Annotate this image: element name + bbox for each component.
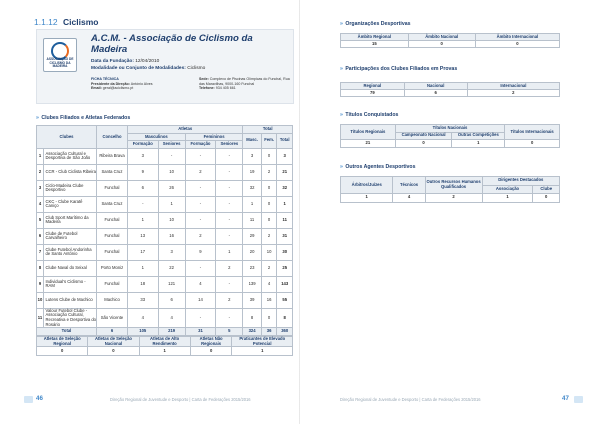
athletes-section-title [36, 115, 130, 121]
table-cell: 2 [216, 292, 243, 308]
municipality-cell: Ribeira Brava [97, 148, 128, 164]
table-cell: - [216, 212, 243, 228]
table-cell: 3 [128, 148, 159, 164]
col-clubes: Clubes [37, 126, 97, 149]
email-label: Email: [91, 86, 102, 91]
table-cell: 10 [261, 244, 277, 260]
titles-table [340, 124, 560, 148]
table-cell: 32 [243, 180, 261, 196]
table-cell: 20 [243, 244, 261, 260]
section-number: 1.1.12 [34, 17, 58, 27]
agents-value: 1 [341, 194, 393, 203]
titles-championship-header: Campeonato Nacional [395, 132, 452, 140]
table-cell: 14 [185, 292, 216, 308]
table-row [37, 276, 293, 292]
chevron-right-icon: » [36, 115, 39, 121]
athletes-section-label: Clubes Filiados e Atletas Federados [41, 115, 131, 121]
section-title [34, 17, 98, 27]
table-cell: 55 [277, 292, 293, 308]
row-number: 6 [37, 228, 44, 244]
founded-date: 12/04/2010 [135, 59, 160, 64]
summary-value: 1 [232, 347, 293, 356]
page-number: 46 [36, 395, 43, 402]
summary-value: 0 [37, 347, 88, 356]
club-name-cell: Lutens Clube de Machico [44, 292, 97, 308]
table-cell: - [185, 308, 216, 327]
summary-header: Atletas de Seleção Regional [37, 337, 88, 347]
org-value: 0 [475, 41, 559, 48]
table-cell: 4 [158, 308, 185, 327]
table-cell: 2 [185, 164, 216, 180]
sports-organizations-table [340, 33, 560, 48]
municipality-cell: Funchal [97, 276, 128, 292]
agents-value: 0 [533, 194, 560, 203]
table-cell: 17 [128, 244, 159, 260]
org-header: Âmbito Nacional [408, 34, 475, 41]
seat-label: Sede: [199, 77, 209, 81]
col-concelho: Concelho [97, 126, 128, 149]
municipality-cell: Funchal [97, 244, 128, 260]
table-cell: 2 [261, 228, 277, 244]
participation-header: Regional [341, 83, 405, 90]
table-cell: 143 [277, 276, 293, 292]
table-cell: 31 [277, 228, 293, 244]
agents-directors-header: Dirigentes Destacados [482, 177, 559, 186]
table-cell: - [216, 228, 243, 244]
col-femininos: Femininos [185, 133, 243, 141]
club-name-cell: Valour Futebol Clube - Associação Cultural, Recreativa e Desportiva do Rosário [45, 307, 97, 327]
agents-other-header: Outros Recursos Humanos Qualificados [425, 177, 482, 194]
municipality-cell: Funchal [97, 228, 128, 244]
summary-value: 0 [190, 347, 232, 356]
sports-agents-table [340, 176, 560, 203]
modality-label: Modalidade ou Conjunto de Modalidades: [91, 65, 186, 71]
table-row [37, 196, 293, 212]
chevron-right-icon: » [340, 66, 343, 72]
agents-coaches-header: Técnicos [393, 177, 425, 194]
municipality-cell: Machico [97, 292, 128, 308]
table-cell: 2 [185, 228, 216, 244]
municipality-cell: Porto Moniz [97, 260, 128, 276]
table-cell: 8 [243, 308, 261, 327]
table-cell: 26 [158, 180, 185, 196]
titles-section-title [340, 112, 398, 118]
org-section-title [340, 21, 411, 27]
table-cell: 4 [185, 276, 216, 292]
table-row [37, 180, 293, 196]
footer-note: Direção Regional de Juventude e Desporto | Carta de Federações 2015/2016 [340, 396, 481, 402]
table-cell: 121 [158, 276, 185, 292]
row-number: 2 [37, 164, 44, 180]
table-cell: 4 [128, 308, 159, 327]
titles-regional-header: Títulos Regionais [341, 125, 396, 140]
table-cell: - [216, 276, 243, 292]
seat-value: Complexo de Piscinas Olímpicas do Funchal, Rua das Maravilhas, 9000-160 Funchal [199, 77, 290, 86]
chevron-right-icon: » [340, 164, 343, 170]
municipality-cell: Santa Cruz [97, 196, 128, 212]
titles-value: 0 [505, 140, 560, 148]
page-number: 47 [562, 395, 569, 402]
club-logo [43, 38, 77, 72]
total-cell: 31 [185, 328, 216, 336]
technical-sheet-heading: FICHA TÉCNICA [91, 77, 119, 81]
page-marker-icon [24, 396, 33, 403]
table-cell: 11 [277, 212, 293, 228]
agents-club-header: Clube [533, 185, 560, 194]
table-cell: 1 [216, 244, 243, 260]
table-cell: 33 [128, 292, 159, 308]
row-number: 8 [37, 260, 44, 276]
table-cell: 0 [261, 212, 277, 228]
org-header: Âmbito Internacional [475, 34, 559, 41]
municipality-cell: Santa Cruz [97, 164, 128, 180]
phone-value: 934 405 661 [215, 86, 236, 91]
participation-value: 6 [404, 90, 467, 97]
table-cell: 30 [277, 244, 293, 260]
table-cell: 3 [158, 244, 185, 260]
athletes-table [36, 125, 293, 336]
table-cell: 8 [277, 308, 293, 327]
table-cell: 6 [128, 180, 159, 196]
row-number: 5 [37, 212, 44, 228]
table-cell: 139 [243, 276, 261, 292]
summary-value: 0 [88, 347, 139, 356]
col-f-formacao: Formação [185, 141, 216, 149]
table-row [37, 308, 293, 327]
total-cell: 36 [261, 328, 277, 336]
row-number: 4 [37, 196, 44, 212]
titles-other-header: Outras Competições [452, 132, 505, 140]
table-cell: 23 [243, 260, 261, 276]
section-name: Ciclismo [63, 17, 99, 27]
table-cell: 10 [158, 212, 185, 228]
participation-header: Nacional [404, 83, 467, 90]
total-cell: 219 [158, 328, 185, 336]
table-cell: - [185, 260, 216, 276]
table-cell: 32 [277, 180, 293, 196]
agents-association-header: Associação [482, 185, 533, 194]
table-cell: - [216, 148, 243, 164]
table-cell: 19 [243, 164, 261, 180]
table-cell: 22 [158, 260, 185, 276]
agents-value: 2 [425, 194, 482, 203]
row-number: 7 [37, 244, 44, 260]
col-f-seniores: Seniores [216, 141, 243, 149]
club-name-cell: Club Sport Marítimo da Madeira [44, 212, 97, 228]
table-cell: 6 [158, 292, 185, 308]
phone-label: Telefone: [199, 86, 215, 91]
table-cell: 9 [128, 164, 159, 180]
footer-note: Direção Regional de Juventude e Desporto | Carta de Federações 2015/2016 [110, 396, 251, 402]
table-cell: 16 [158, 228, 185, 244]
table-cell: - [216, 180, 243, 196]
titles-national-header: Títulos Nacionais [395, 125, 505, 133]
table-cell: - [185, 196, 216, 212]
club-name-cell: Individual's Ciclismo - RAM [44, 276, 97, 292]
club-name-cell: Clube Naval do Seixal [44, 260, 97, 276]
table-cell: 1 [158, 196, 185, 212]
municipality-cell: São Vicente [97, 308, 128, 327]
athletes-body [37, 148, 293, 327]
elite-athletes-table [36, 336, 293, 356]
table-cell: - [185, 212, 216, 228]
row-number: 1 [37, 148, 44, 164]
participation-header: Internacional [467, 83, 559, 90]
row-number: 3 [37, 180, 44, 196]
club-name: A.C.M. - Associação de Ciclismo da Madeira [91, 33, 253, 55]
club-name-cell: Ciclo-Madeira Clube Desportivo [44, 180, 97, 196]
club-name-cell: Clube Futebol Andorinha de Santo António [44, 244, 97, 260]
agents-value: 1 [482, 194, 533, 203]
table-row [37, 164, 293, 180]
agents-section-label: Outros Agentes Desportivos [345, 164, 416, 170]
table-cell: 10 [158, 164, 185, 180]
chevron-right-icon: » [340, 112, 343, 118]
total-cell: 360 [277, 328, 293, 336]
table-cell: - [185, 148, 216, 164]
col-m-seniores: Seniores [158, 141, 185, 149]
table-cell: 3 [243, 148, 261, 164]
table-cell: - [158, 148, 185, 164]
col-total-short: Total [277, 133, 293, 148]
table-cell: 25 [277, 260, 293, 276]
col-masc: Masc. [243, 133, 261, 148]
table-row [37, 148, 293, 164]
table-row [37, 244, 293, 260]
left-footer [0, 395, 300, 411]
table-cell: 0 [261, 180, 277, 196]
table-cell: 39 [243, 292, 261, 308]
table-cell: 2 [216, 260, 243, 276]
org-value: 0 [408, 41, 475, 48]
table-cell: 3 [277, 148, 293, 164]
total-cell: 5 [216, 328, 243, 336]
table-cell: 0 [261, 308, 277, 327]
president-label: Presidente da Direção: [91, 81, 130, 86]
table-cell: 9 [185, 244, 216, 260]
table-cell: - [216, 164, 243, 180]
titles-value: 0 [395, 140, 452, 148]
summary-value: 1 [139, 347, 190, 356]
table-cell: 1 [128, 212, 159, 228]
municipality-cell: Funchal [97, 180, 128, 196]
right-page [300, 0, 600, 424]
total-label: Total [37, 328, 97, 336]
club-card [36, 29, 294, 104]
club-name-cell: CKC - Clube Karatê Caniço [44, 196, 97, 212]
table-cell: 16 [261, 292, 277, 308]
summary-header: Atletas Não Regionais [190, 337, 232, 347]
club-logo-text: ASSOCIAÇÃO DE CICLISMO DA MADEIRA [46, 57, 74, 69]
table-row [37, 228, 293, 244]
table-cell: - [185, 180, 216, 196]
total-clubs: 6 [97, 328, 128, 336]
org-value: 15 [341, 41, 409, 48]
table-cell: 1 [128, 260, 159, 276]
titles-international-header: Títulos Internacionais [505, 125, 560, 140]
participation-table [340, 82, 560, 97]
table-cell: - [128, 196, 159, 212]
club-name-cell: Clube de Futebol Carvalheiro [44, 228, 97, 244]
modality-value: Ciclismo [187, 65, 206, 71]
table-row [37, 212, 293, 228]
table-cell: 1 [243, 196, 261, 212]
table-row [37, 292, 293, 308]
titles-value: 1 [452, 140, 505, 148]
col-masculinos: Masculinos [128, 133, 186, 141]
summary-header: Atletas de Seleção Nacional [88, 337, 139, 347]
founded-label: Data da Fundação: [91, 59, 134, 64]
agents-value: 4 [393, 194, 425, 203]
titles-value: 21 [341, 140, 396, 148]
participation-section-label: Participações dos Clubes Filiados em Provas [345, 66, 458, 72]
table-cell: - [216, 308, 243, 327]
titles-section-label: Títulos Conquistados [345, 112, 399, 118]
table-cell: 0 [261, 148, 277, 164]
athletes-total-row [37, 328, 293, 336]
row-number: 11 [37, 308, 44, 327]
row-number: 10 [37, 292, 44, 308]
table-cell: 2 [261, 260, 277, 276]
club-name-cell: CCR - Club Ciclista Ribeira [44, 164, 97, 180]
table-cell: 11 [243, 212, 261, 228]
participation-section-title [340, 66, 457, 72]
club-name-cell: Associação Cultural e Desportiva de São João [44, 148, 97, 164]
summary-header: Atletas de Alto Rendimento [139, 337, 190, 347]
org-section-label: Organizações Desportivas [345, 21, 411, 27]
table-cell: 1 [277, 196, 293, 212]
chevron-right-icon: » [340, 21, 343, 27]
table-cell: 4 [261, 276, 277, 292]
right-footer [300, 395, 600, 411]
table-cell: 21 [277, 164, 293, 180]
total-cell: 105 [128, 328, 159, 336]
email-value[interactable]: geral@aciclismo.pt [102, 86, 134, 91]
table-cell: 0 [261, 196, 277, 212]
row-number: 9 [37, 276, 44, 292]
table-row [37, 260, 293, 276]
page-marker-icon [574, 396, 583, 403]
col-m-formacao: Formação [128, 141, 159, 149]
table-cell: 2 [261, 164, 277, 180]
table-cell: 18 [128, 276, 159, 292]
table-cell: 29 [243, 228, 261, 244]
col-fem: Fem. [261, 133, 277, 148]
participation-value: 79 [341, 90, 405, 97]
table-cell: - [216, 196, 243, 212]
participation-value: 2 [467, 90, 559, 97]
table-cell: 13 [128, 228, 159, 244]
agents-referees-header: Árbitros/Juízes [341, 177, 393, 194]
total-cell: 324 [243, 328, 261, 336]
president-value: António Alves [130, 81, 153, 86]
club-meta [91, 59, 205, 72]
agents-section-title [340, 164, 415, 170]
summary-header: Praticantes de Elevado Potencial [232, 337, 293, 347]
col-total: Total [243, 126, 293, 134]
col-atletas: Atletas [128, 126, 243, 134]
org-header: Âmbito Regional [341, 34, 409, 41]
municipality-cell: Funchal [97, 212, 128, 228]
